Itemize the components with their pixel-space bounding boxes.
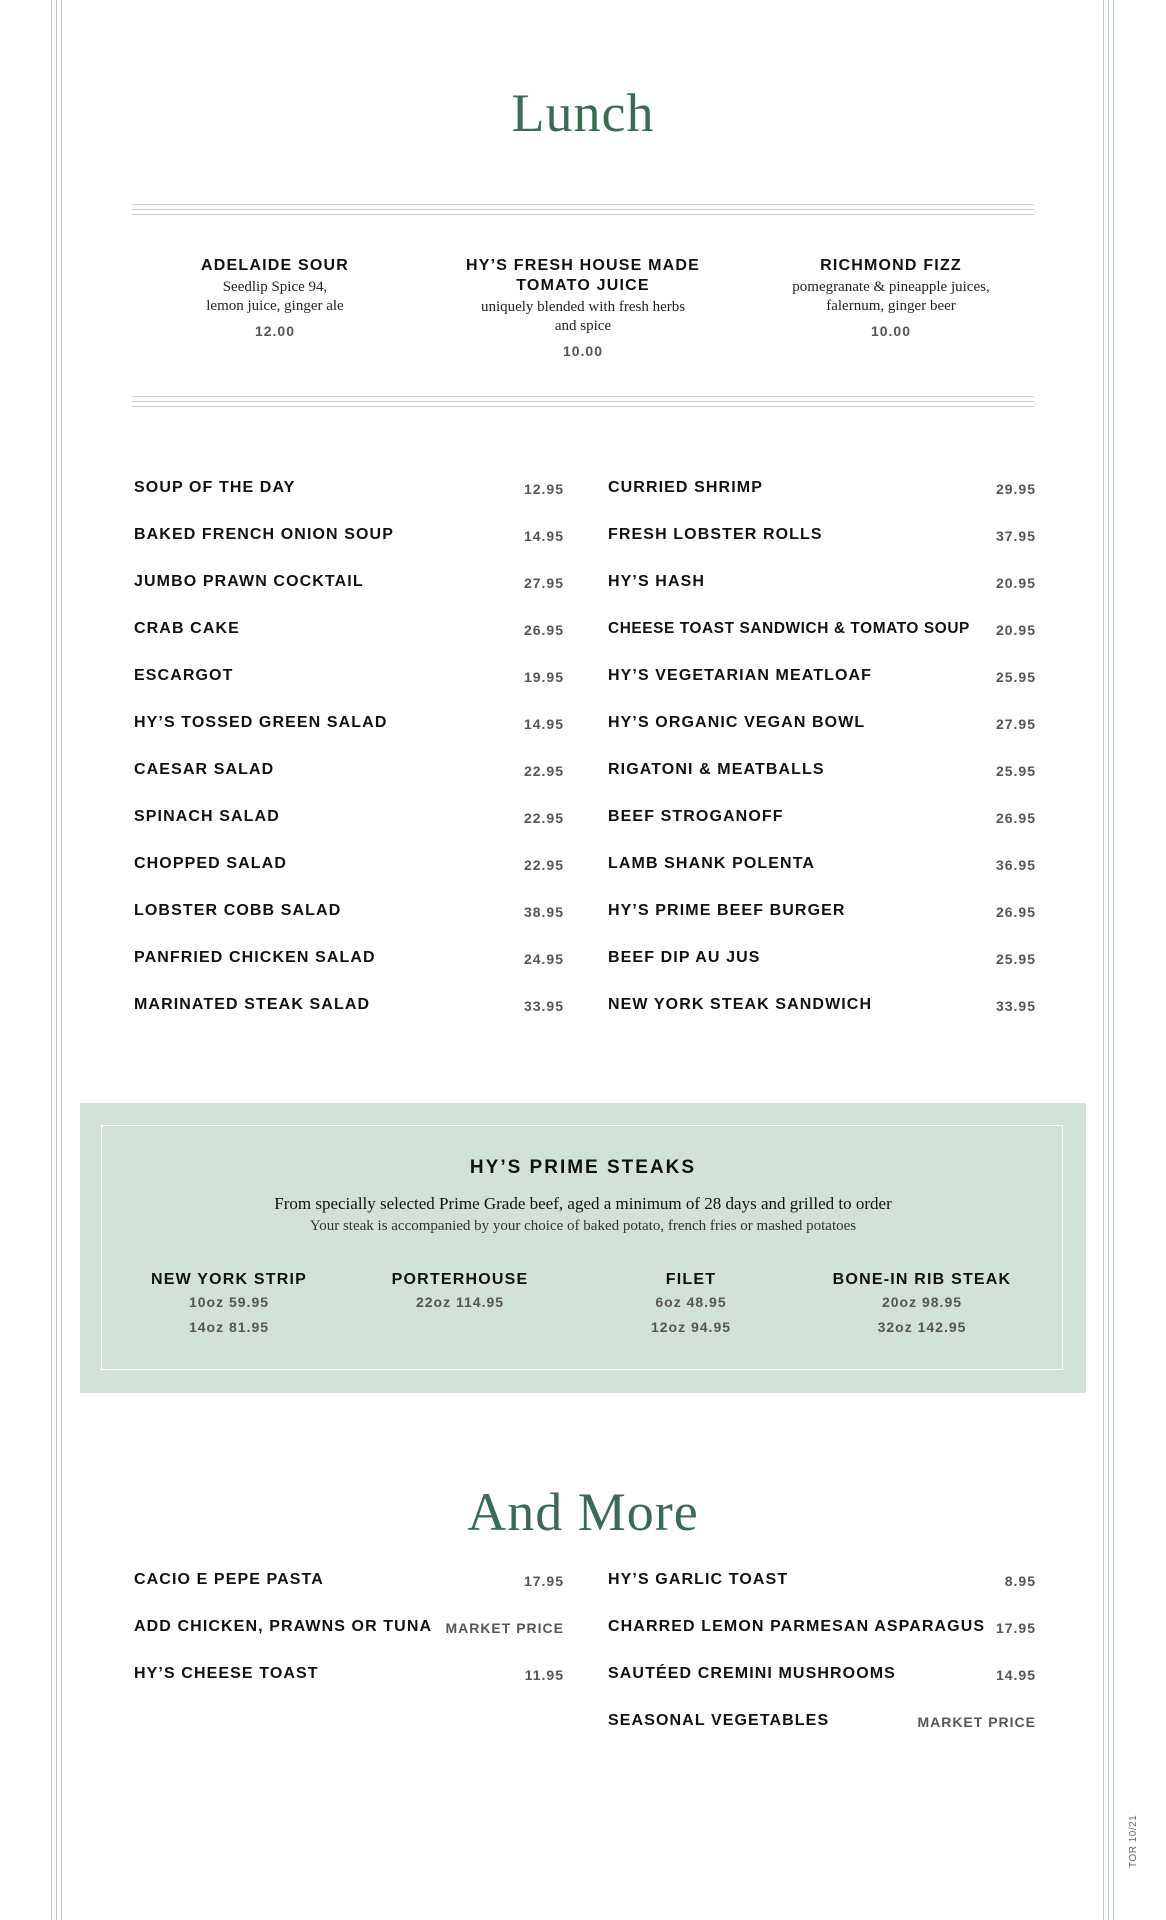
menu-item-name: LAMB SHANK POLENTA xyxy=(608,855,816,872)
menu-item xyxy=(608,901,1036,948)
menu-item-name: RIGATONI & MEATBALLS xyxy=(608,761,825,778)
menu-item-name: LOBSTER COBB SALAD xyxy=(134,902,342,919)
steak-name: PORTERHOUSE xyxy=(391,1271,529,1288)
menu-item-price: 33.95 xyxy=(523,998,564,1014)
menu-item xyxy=(134,713,564,760)
menu-item-price: 17.95 xyxy=(523,1573,564,1589)
menu-item-name: CHOPPED SALAD xyxy=(134,855,287,872)
steaks-title: HY’S PRIME STEAKS xyxy=(469,1157,697,1178)
rule-bottom-2 xyxy=(132,401,1034,402)
menu-item-price: 14.95 xyxy=(995,1667,1036,1683)
menu-item xyxy=(134,807,564,854)
menu-item-name: HY’S TOSSED GREEN SALAD xyxy=(134,714,388,731)
steak-name: FILET xyxy=(665,1271,717,1288)
menu-item-name: MARINATED STEAK SALAD xyxy=(134,996,371,1013)
cocktail-price: 10.00 xyxy=(562,343,604,359)
menu-item-name: BAKED FRENCH ONION SOUP xyxy=(134,526,394,543)
border-line-left-3 xyxy=(61,0,62,1920)
cocktail-desc: pomegranate & pineapple juices, xyxy=(792,279,990,295)
steak-option: 14oz 81.95 xyxy=(188,1319,270,1335)
menu-item-name: BEEF DIP AU JUS xyxy=(608,949,761,966)
menu-item-price: 27.95 xyxy=(523,575,564,591)
menu-item-price: 12.95 xyxy=(523,481,564,497)
border-line-left-2 xyxy=(56,0,57,1920)
menu-item-price: 37.95 xyxy=(995,528,1036,544)
menu-item xyxy=(608,1664,1036,1711)
steak-option: 32oz 142.95 xyxy=(877,1319,967,1335)
cocktail-name: RICHMOND FIZZ xyxy=(820,257,962,274)
menu-item xyxy=(134,854,564,901)
menu-item xyxy=(608,525,1036,572)
and-more-title: And More xyxy=(467,1482,699,1542)
menu-item-name: HY’S PRIME BEEF BURGER xyxy=(608,902,846,919)
menu-item-name: SPINACH SALAD xyxy=(134,808,280,825)
menu-item-name: CURRIED SHRIMP xyxy=(608,479,763,496)
menu-item xyxy=(608,948,1036,995)
rule-top-2 xyxy=(132,209,1034,210)
menu-item-price: 20.95 xyxy=(995,575,1036,591)
menu-item-price: 36.95 xyxy=(995,857,1036,873)
rule-top-1 xyxy=(132,204,1034,205)
cocktail-desc: lemon juice, ginger ale xyxy=(206,298,344,314)
steak-name: BONE-IN RIB STEAK xyxy=(832,1271,1012,1288)
menu-item-name: CHARRED LEMON PARMESAN ASPARAGUS xyxy=(608,1618,986,1635)
menu-item xyxy=(134,948,564,995)
menu-item-name: SAUTÉED CREMINI MUSHROOMS xyxy=(608,1665,896,1682)
cocktail-name: ADELAIDE SOUR xyxy=(200,257,350,274)
menu-item xyxy=(134,666,564,713)
border-line-right-1 xyxy=(1103,0,1104,1920)
menu-item-price: 19.95 xyxy=(523,669,564,685)
border-line-right-3 xyxy=(1113,0,1114,1920)
steak-option: 12oz 94.95 xyxy=(650,1319,732,1335)
border-line-right-2 xyxy=(1108,0,1109,1920)
cocktail-name-line2: TOMATO JUICE xyxy=(516,277,650,294)
rule-top-3 xyxy=(132,214,1034,215)
cocktail-adelaide-sour xyxy=(145,256,405,339)
steak-porterhouse xyxy=(345,1270,575,1315)
menu-item xyxy=(608,760,1036,807)
steaks-description: From specially selected Prime Grade beef, aged a minimum of 28 days and grilled to order xyxy=(274,1194,892,1213)
cocktail-price: 12.00 xyxy=(254,323,296,339)
steak-option: 20oz 98.95 xyxy=(881,1294,963,1310)
menu-item xyxy=(134,619,564,666)
rule-bottom-3 xyxy=(132,406,1034,407)
menu-item xyxy=(608,995,1036,1042)
menu-item-name: PANFRIED CHICKEN SALAD xyxy=(134,949,376,966)
menu-item-name: HY’S GARLIC TOAST xyxy=(608,1571,789,1588)
cocktail-richmond-fizz xyxy=(761,256,1021,339)
menu-item xyxy=(608,1711,1036,1758)
menu-item-price: 25.95 xyxy=(995,763,1036,779)
cocktail-name: HY’S FRESH HOUSE MADE xyxy=(465,257,701,274)
menu-item-name: BEEF STROGANOFF xyxy=(608,808,784,825)
menu-item-price: 17.95 xyxy=(995,1620,1036,1636)
menu-item xyxy=(608,1570,1036,1617)
menu-item-price: 8.95 xyxy=(1004,1573,1036,1589)
menu-item-price: MARKET PRICE xyxy=(445,1620,564,1636)
menu-item-price: 27.95 xyxy=(995,716,1036,732)
menu-item-name: FRESH LOBSTER ROLLS xyxy=(608,526,823,543)
menu-item-price: 33.95 xyxy=(995,998,1036,1014)
menu-item-price: 14.95 xyxy=(523,716,564,732)
menu-item xyxy=(608,572,1036,619)
cocktail-desc: uniquely blended with fresh herbs xyxy=(480,299,686,315)
menu-right-column xyxy=(608,478,1036,1042)
steak-name: NEW YORK STRIP xyxy=(150,1271,308,1288)
menu-item xyxy=(608,807,1036,854)
menu-item xyxy=(134,901,564,948)
more-right-column xyxy=(608,1570,1036,1758)
steak-option: 22oz 114.95 xyxy=(415,1294,505,1310)
menu-item xyxy=(608,619,1036,666)
menu-item-name: ESCARGOT xyxy=(134,667,234,684)
menu-item xyxy=(134,995,564,1042)
steak-option: 10oz 59.95 xyxy=(188,1294,270,1310)
menu-item-price: 20.95 xyxy=(995,622,1036,638)
menu-item-price: 25.95 xyxy=(995,669,1036,685)
menu-item-price: 22.95 xyxy=(523,810,564,826)
cocktail-desc: falernum, ginger beer xyxy=(826,298,956,314)
menu-item-name: HY’S VEGETARIAN MEATLOAF xyxy=(608,667,873,684)
menu-item xyxy=(134,478,564,525)
menu-item-name: SEASONAL VEGETABLES xyxy=(608,1712,830,1729)
menu-item xyxy=(608,713,1036,760)
menu-item xyxy=(608,1617,1036,1664)
menu-item-name: HY’S ORGANIC VEGAN BOWL xyxy=(608,714,866,731)
menu-item-price: 11.95 xyxy=(524,1667,564,1683)
menu-item xyxy=(134,1664,564,1711)
cocktail-desc: and spice xyxy=(554,318,612,334)
menu-version-code: TOR 10/21 xyxy=(1128,1814,1139,1868)
menu-item-name: CHEESE TOAST SANDWICH & TOMATO SOUP xyxy=(608,620,970,637)
more-left-column xyxy=(134,1570,564,1711)
menu-item-price: 25.95 xyxy=(995,951,1036,967)
menu-item-name: CRAB CAKE xyxy=(134,620,240,637)
menu-item-price: 22.95 xyxy=(523,857,564,873)
border-line-left-1 xyxy=(51,0,52,1920)
menu-item xyxy=(134,525,564,572)
menu-item-name: NEW YORK STEAK SANDWICH xyxy=(608,996,873,1013)
menu-item-price: 26.95 xyxy=(523,622,564,638)
cocktail-desc: Seedlip Spice 94, xyxy=(222,279,328,295)
steak-bone-in-rib xyxy=(807,1270,1037,1340)
menu-item-price: 22.95 xyxy=(523,763,564,779)
menu-item xyxy=(134,760,564,807)
menu-item-price: 26.95 xyxy=(995,810,1036,826)
steak-new-york-strip xyxy=(114,1270,344,1340)
menu-item xyxy=(134,1570,564,1617)
menu-item-name: HY’S HASH xyxy=(608,573,706,590)
lunch-title: Lunch xyxy=(511,83,655,143)
menu-item xyxy=(608,666,1036,713)
menu-item-name: SOUP OF THE DAY xyxy=(134,479,296,496)
menu-item-price: 14.95 xyxy=(523,528,564,544)
cocktail-tomato-juice xyxy=(453,256,713,359)
menu-item xyxy=(134,572,564,619)
steaks-sides-note: Your steak is accompanied by your choice of baked potato, french fries or mashed potatoes xyxy=(309,1218,857,1234)
menu-item xyxy=(608,854,1036,901)
steak-option: 6oz 48.95 xyxy=(655,1294,727,1310)
menu-item xyxy=(608,478,1036,525)
menu-item-price: 24.95 xyxy=(523,951,564,967)
menu-left-column xyxy=(134,478,564,1042)
menu-item-price: 38.95 xyxy=(523,904,564,920)
rule-bottom-1 xyxy=(132,396,1034,397)
menu-item-name: ADD CHICKEN, PRAWNS OR TUNA xyxy=(134,1618,433,1635)
menu-item-price: MARKET PRICE xyxy=(917,1714,1036,1730)
steak-filet xyxy=(576,1270,806,1340)
menu-item-name: CAESAR SALAD xyxy=(134,761,275,778)
menu-item-name: CACIO E PEPE PASTA xyxy=(134,1571,324,1588)
menu-item-price: 26.95 xyxy=(995,904,1036,920)
menu-item-name: JUMBO PRAWN COCKTAIL xyxy=(134,573,364,590)
cocktail-price: 10.00 xyxy=(870,323,912,339)
menu-item xyxy=(134,1617,564,1664)
menu-item-name: HY’S CHEESE TOAST xyxy=(134,1665,319,1682)
menu-item-price: 29.95 xyxy=(995,481,1036,497)
